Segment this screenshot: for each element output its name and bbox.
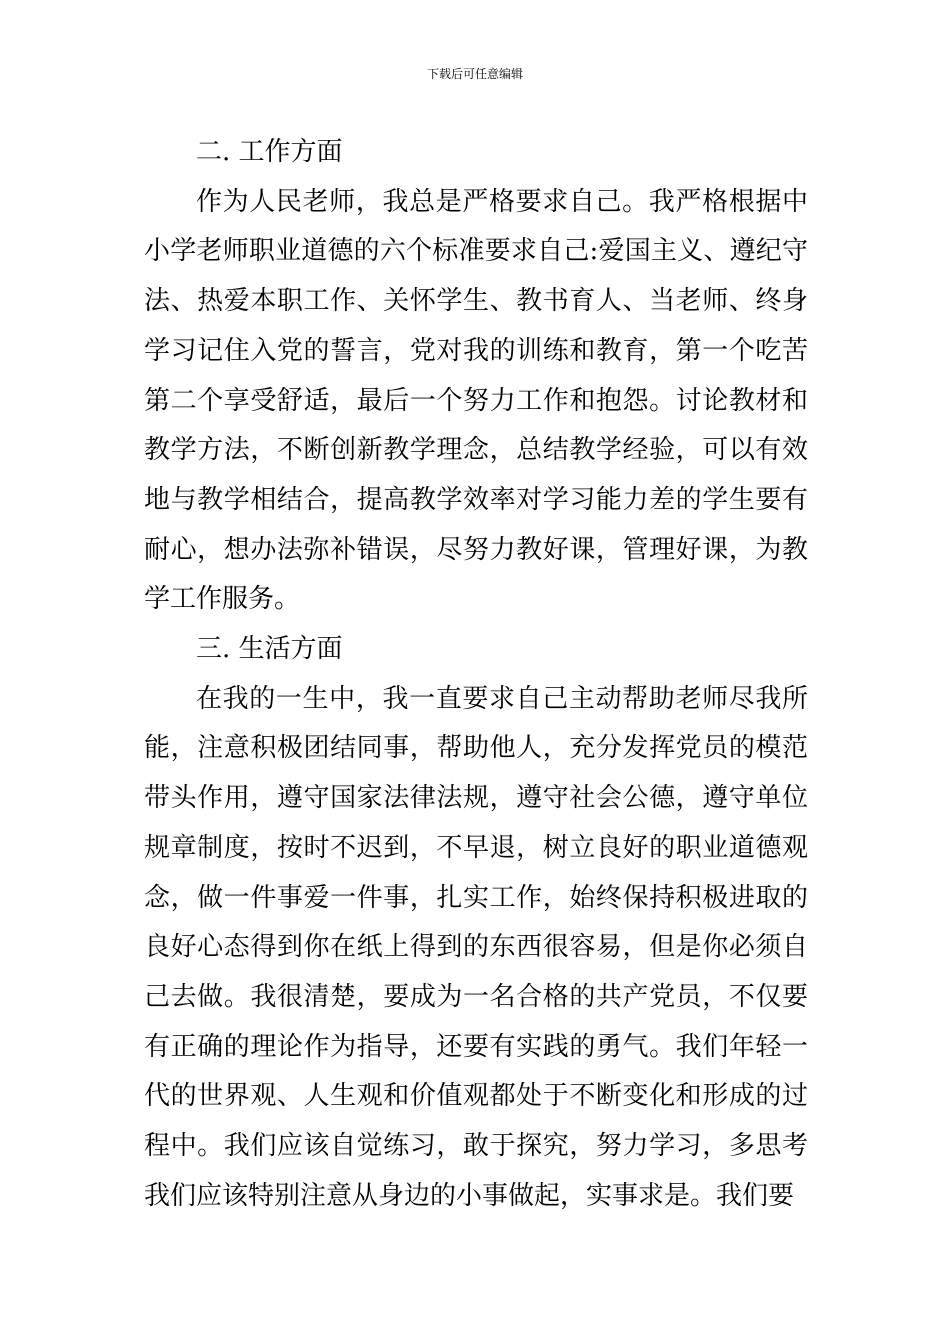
section-heading-work: 二. 工作方面: [196, 137, 343, 167]
section-paragraph-work: 作为人民老师，我总是严格要求自己。我严格根据中小学老师职业道德的六个标准要求自己:爱国主义、遵纪守法、热爱本职工作、关怀学生、教书育人、当老师、终身学习记住入党的誓言，党对我的训练和教育，第一个吃苦第二个享受舒适，最后一个努力工作和抱怨。讨论教材和教学方法，不断创新教学理念，总结教学经验，可以有效地与教学相结合，提高教学效率对学习能力差的学生要有耐心，想办法弥补错误，尽努力教好课，管理好课，为教学工作服务。: [144, 186, 808, 615]
section-paragraph-life: 在我的一生中，我一直要求自己主动帮助老师尽我所能，注意积极团结同事，帮助他人，充分发挥党员的模范带头作用，遵守国家法律法规，遵守社会公德，遵守单位规章制度，按时不迟到，不早退，树立良好的职业道德观念，做一件事爱一件事，扎实工作，始终保持积极进取的良好心态得到你在纸上得到的东西很容易，但是你必须自己去做。我很清楚，要成为一名合格的共产党员，不仅要有正确的理论作为指导，还要有实践的勇气。我们年轻一代的世界观、人生观和价值观都处于不断变化和形成的过程中。我们应该自觉练习，敢于探究，努力学习，多思考我们应该特别注意从身边的小事做起，实事求是。我们要: [144, 683, 808, 1211]
page-header: 下载后可任意编辑: [426, 67, 523, 81]
section-heading-life: 三. 生活方面: [196, 634, 343, 665]
document-body: [144, 128, 808, 1221]
